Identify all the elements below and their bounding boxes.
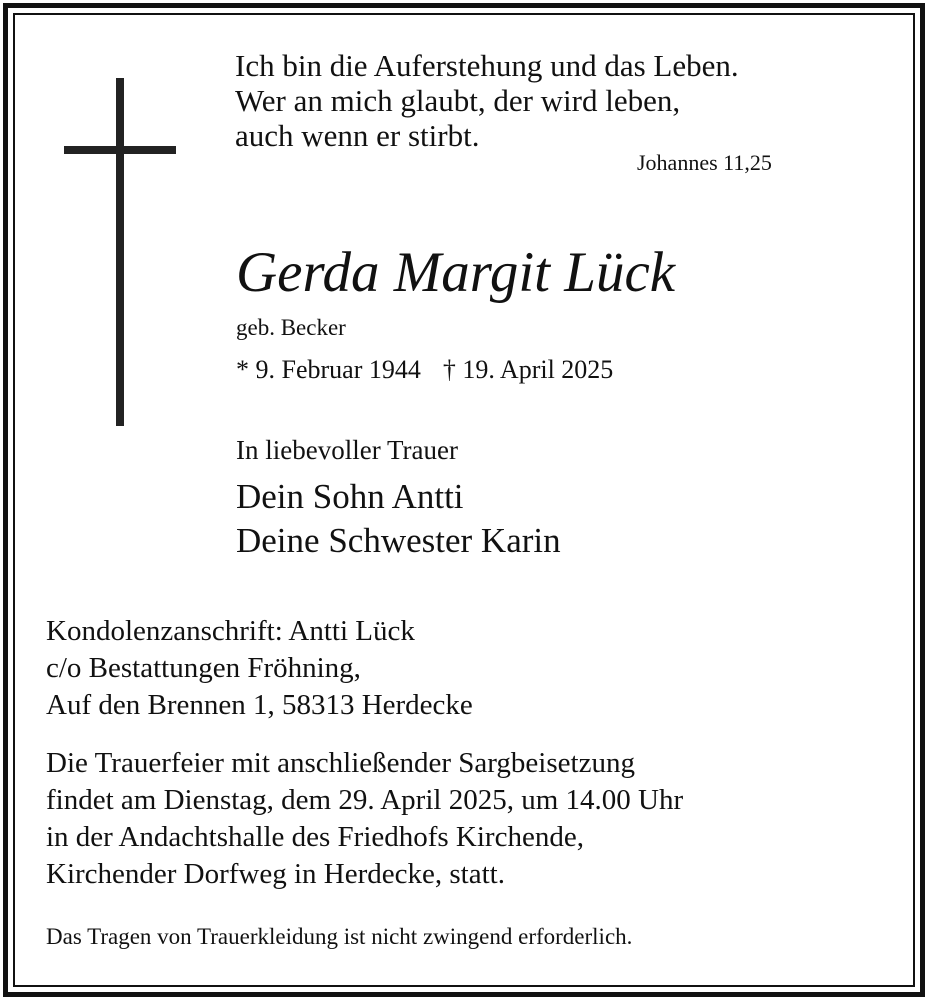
ceremony-line: Kirchender Dorfweg in Herdecke, statt.	[46, 858, 505, 890]
funeral-ceremony-info	[46, 745, 683, 893]
verse-line: auch wenn er stirbt.	[235, 118, 480, 153]
mourner-sister: Deine Schwester Karin	[236, 521, 561, 560]
ceremony-line: in der Andachtshalle des Friedhofs Kirchende,	[46, 821, 584, 853]
verse-line: Wer an mich glaubt, der wird leben,	[235, 83, 681, 118]
condolence-line: Kondolenzanschrift: Antti Lück	[46, 615, 415, 647]
cross-vertical-bar	[116, 78, 124, 426]
cross-horizontal-bar	[64, 146, 176, 154]
condolence-line: Auf den Brennen 1, 58313 Herdecke	[46, 689, 473, 721]
verse-line: Ich bin die Auferstehung und das Leben.	[235, 48, 739, 83]
ceremony-line: findet am Dienstag, dem 29. April 2025, um 14.00 Uhr	[46, 784, 684, 816]
birth-date: * 9. Februar 1944	[236, 355, 421, 384]
death-date: † 19. April 2025	[442, 355, 614, 384]
life-dates	[236, 355, 613, 385]
bible-verse	[235, 48, 739, 153]
mourning-intro: In liebevoller Trauer	[236, 435, 458, 465]
condolence-address	[46, 613, 473, 724]
ceremony-line: Die Trauerfeier mit anschließender Sargbeisetzung	[46, 747, 635, 779]
birth-name: geb. Becker	[236, 315, 346, 340]
condolence-line: c/o Bestattungen Fröhning,	[46, 652, 361, 684]
verse-reference: Johannes 11,25	[637, 150, 772, 175]
deceased-name: Gerda Margit Lück	[236, 241, 676, 304]
dress-code-note: Das Tragen von Trauerkleidung ist nicht zwingend erforderlich.	[46, 924, 633, 949]
mourner-son: Dein Sohn Antti	[236, 477, 464, 516]
